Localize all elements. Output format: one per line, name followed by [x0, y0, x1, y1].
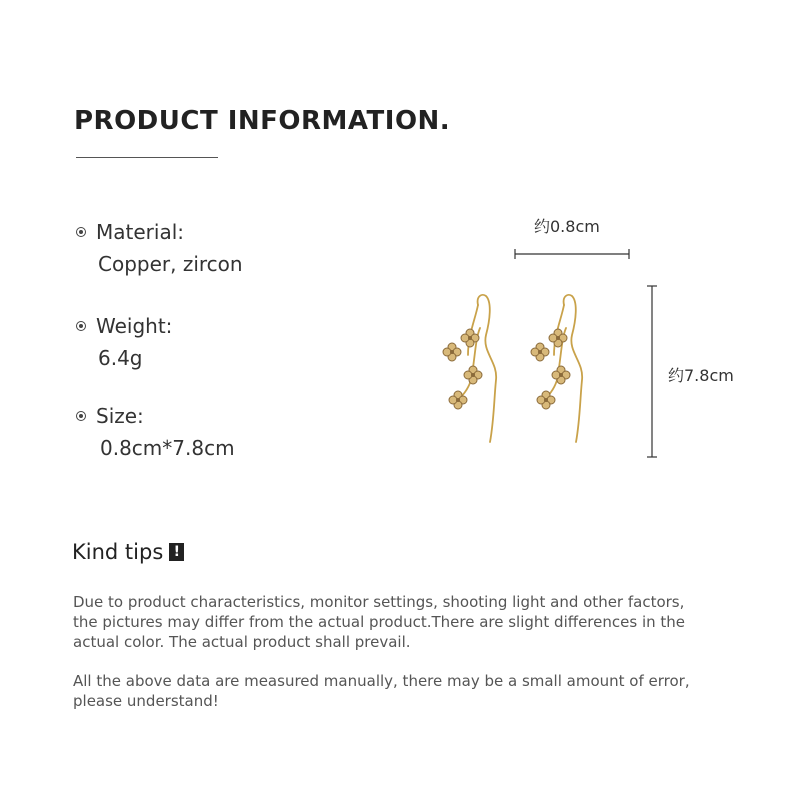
- page-title: PRODUCT INFORMATION.: [74, 106, 451, 136]
- width-dimension-line: [515, 249, 629, 259]
- spec-size: [76, 404, 235, 460]
- title-divider: [76, 157, 218, 158]
- tips-paragraph: Due to product characteristics, monitor settings, shooting light and other factors, the pictures may differ from the actual product.There are slight differences in the actual color. The actual product shall prevail.: [73, 593, 685, 651]
- spec-weight: [76, 314, 172, 370]
- height-dimension-label: 约7.8cm: [668, 366, 734, 385]
- kind-tips-title: Kind tips: [72, 540, 164, 564]
- spec-label: Material:: [96, 220, 184, 244]
- tips-paragraph: All the above data are measured manually, there may be a small amount of error, please understand!: [73, 672, 690, 710]
- bullet-icon: [76, 227, 86, 237]
- spec-value: 6.4g: [98, 346, 143, 370]
- width-dimension-label: 约0.8cm: [534, 217, 600, 236]
- spec-value: 0.8cm*7.8cm: [100, 436, 235, 460]
- kind-tips-heading: [72, 540, 184, 564]
- spec-material: [76, 220, 243, 276]
- spec-label: Weight:: [96, 314, 173, 338]
- bullet-icon: [76, 411, 86, 421]
- height-dimension-line: [647, 286, 657, 457]
- right-earring-flowers: [531, 329, 570, 409]
- product-image: [430, 200, 760, 480]
- earrings-illustration: [430, 200, 760, 480]
- exclamation-icon: !: [169, 543, 184, 561]
- spec-label: Size:: [96, 404, 144, 428]
- bullet-icon: [76, 321, 86, 331]
- spec-value: Copper, zircon: [98, 252, 243, 276]
- left-earring-flowers: [443, 329, 482, 409]
